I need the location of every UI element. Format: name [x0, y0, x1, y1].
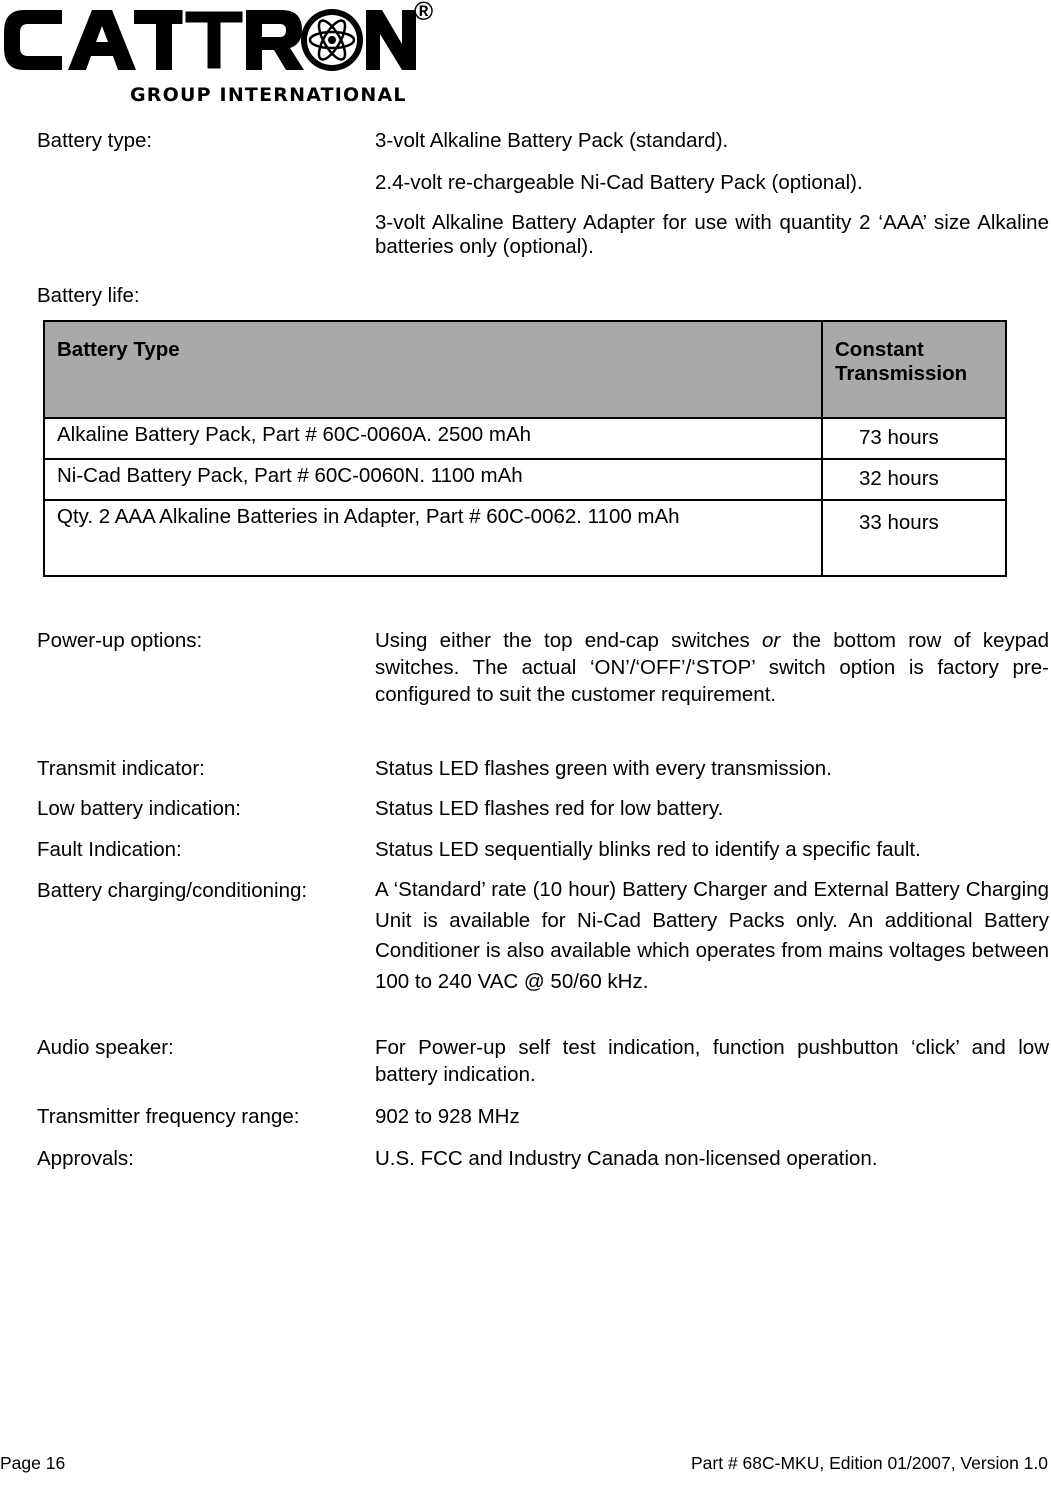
spec-transmit-indicator: [37, 755, 1049, 782]
spec-value: Status LED sequentially blinks red to identify a specific fault.: [375, 838, 921, 861]
page-number: Page 16: [0, 1453, 66, 1473]
spec-label: Fault Indication:: [37, 838, 182, 861]
spec-value: [375, 127, 1049, 259]
spec-value-text: Using either the top end-cap switches: [375, 629, 762, 652]
spec-label: Battery type:: [37, 129, 153, 152]
battery-life-table: [43, 320, 1007, 577]
table-row: [44, 418, 1006, 459]
spec-value: U.S. FCC and Industry Canada non-licensed operation.: [375, 1147, 878, 1170]
battery-life-label: Battery life:: [37, 284, 140, 307]
spec-battery-type: [37, 127, 1049, 259]
spec-low-battery-indication: [37, 795, 1049, 822]
spec-approvals: [37, 1145, 1049, 1172]
spec-value: A ‘Standard’ rate (10 hour) Battery Charger and External Battery Charging Unit is available for Ni-Cad Battery Packs only. An additional Battery Conditioner is also available which operates from mains voltages between 100 to 240 VAC @ 50/60 kHz.: [375, 878, 1049, 993]
spec-label: Audio speaker:: [37, 1036, 174, 1059]
table-cell: 33 hours: [822, 500, 1006, 576]
spec-fault-indication: [37, 836, 1049, 863]
spec-value: [375, 627, 1049, 708]
battery-type-option: 2.4-volt re-chargeable Ni-Cad Battery Pack (optional).: [375, 171, 863, 194]
spec-audio-speaker: [37, 1034, 1049, 1088]
table-cell: 32 hours: [822, 459, 1006, 500]
table-header-row: [44, 321, 1006, 418]
spec-label: Low battery indication:: [37, 797, 241, 820]
spec-label: Transmit indicator:: [37, 757, 205, 780]
registered-mark: ®: [414, 0, 434, 26]
part-number: Part # 68C-MKU, Edition 01/2007, Version 1.0: [690, 1453, 1048, 1473]
spec-value: 902 to 928 MHz: [375, 1105, 520, 1128]
spec-value: Status LED flashes red for low battery.: [375, 797, 724, 820]
spec-value-emphasis: or: [762, 629, 781, 652]
table-cell: Qty. 2 AAA Alkaline Batteries in Adapter, Part # 60C-0062. 1100 mAh: [44, 500, 822, 576]
column-header-battery-type: Battery Type: [44, 321, 822, 418]
spec-label: Approvals:: [37, 1147, 134, 1170]
table-row: [44, 500, 1006, 576]
spec-power-up-options: [37, 627, 1049, 708]
table-cell: 73 hours: [822, 418, 1006, 459]
table-row: [44, 459, 1006, 500]
spec-battery-charging: [37, 877, 1049, 997]
table-cell: Ni-Cad Battery Pack, Part # 60C-0060N. 1100 mAh: [44, 459, 822, 500]
spec-label: Power-up options:: [37, 629, 203, 652]
logo-subtitle: GROUP INTERNATIONAL: [130, 84, 407, 106]
table-cell: Alkaline Battery Pack, Part # 60C-0060A. 2500 mAh: [44, 418, 822, 459]
column-header-constant-transmission: Constant Transmission: [822, 321, 1006, 418]
battery-type-option: 3-volt Alkaline Battery Pack (standard).: [375, 129, 729, 152]
spec-frequency-range: [37, 1103, 1049, 1130]
spec-value-text: the bottom row of keypad switches. The actual ‘ON’/‘OFF’/‘STOP’ switch option is factory pre-configured to suit the customer requirement.: [375, 629, 1049, 706]
spec-value: Status LED flashes green with every transmission.: [375, 757, 832, 780]
spec-label: Transmitter frequency range:: [37, 1105, 300, 1128]
spec-value: For Power-up self test indication, function pushbutton ‘click’ and low battery indication.: [375, 1036, 1049, 1086]
spec-label: Battery charging/conditioning:: [37, 879, 308, 902]
battery-type-option: 3-volt Alkaline Battery Adapter for use with quantity 2 ‘AAA’ size Alkaline batteries only (optional).: [375, 211, 1049, 258]
